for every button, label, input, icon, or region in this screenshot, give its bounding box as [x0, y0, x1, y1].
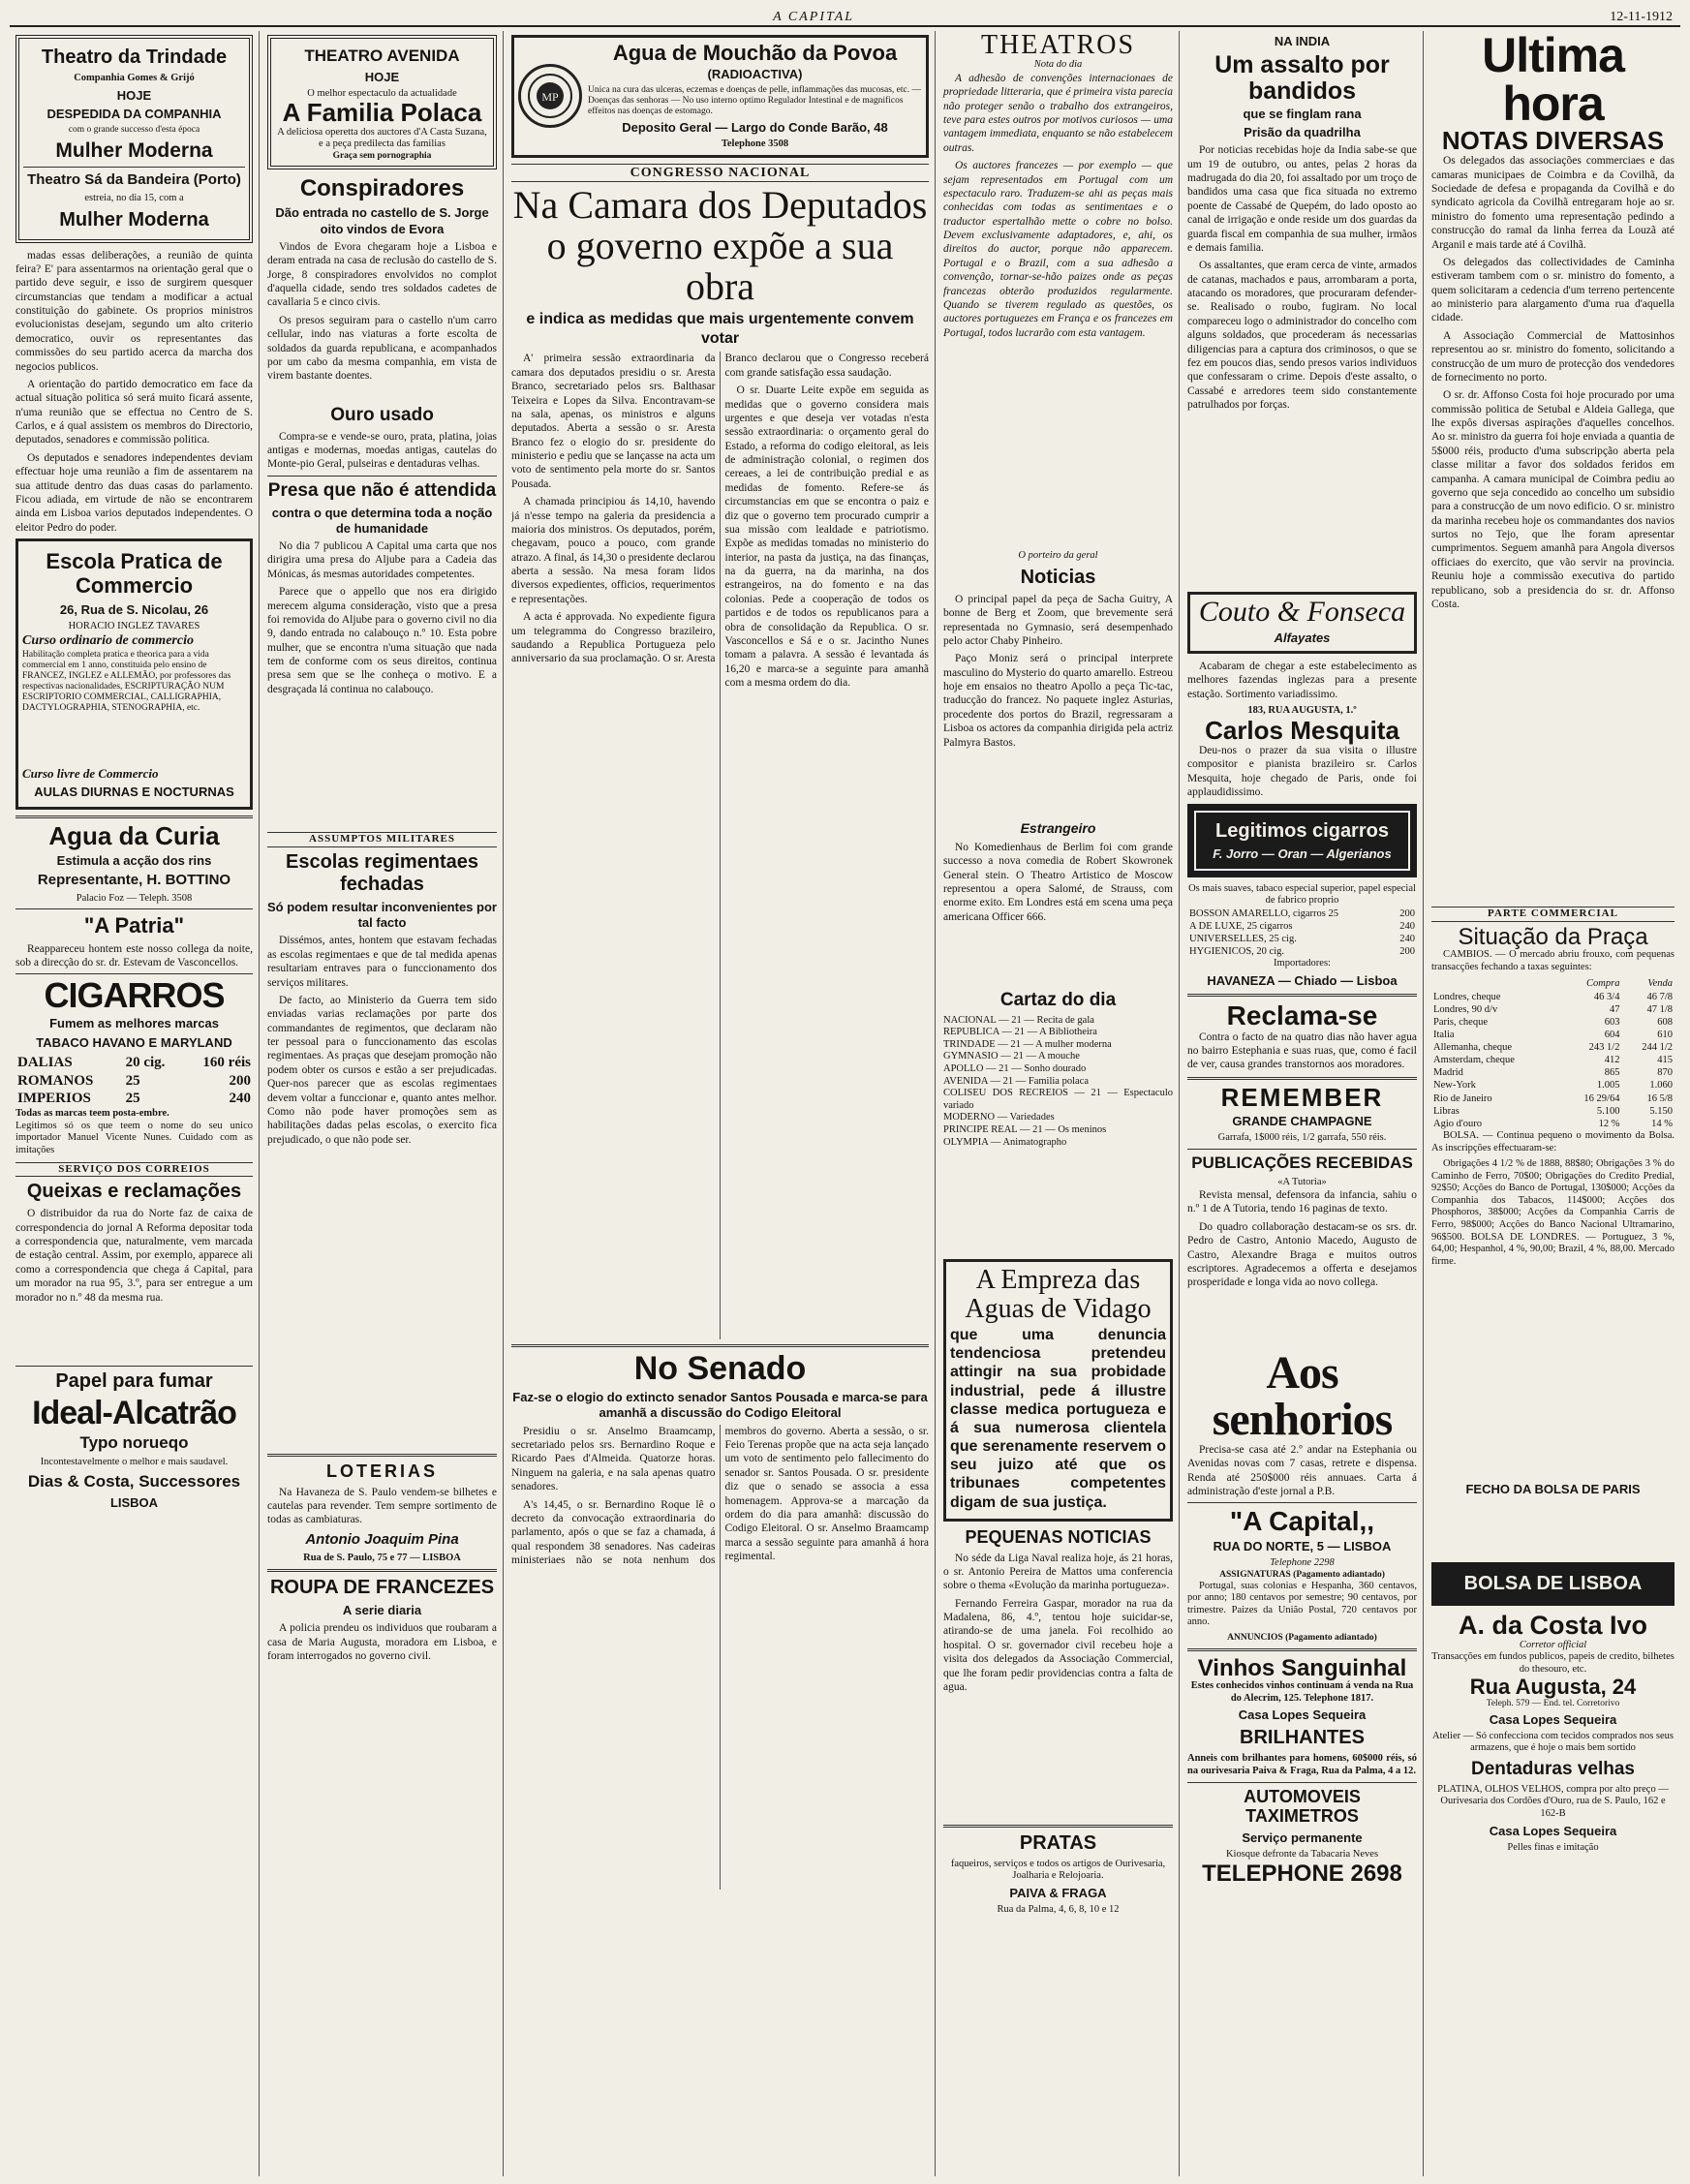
- bolsa-lisboa-sub: Corretor official: [1519, 1639, 1587, 1650]
- senado-text: Presidiu o sr. Anselmo Braamcamp, secretariado pelos srs. Bernardino Roque e Ricardo Paes d'Almeida. Quatorze horas. Ninguem na galeria, e na sala apenas quatro senadores.: [511, 1425, 716, 1493]
- patria-title: "A Patria": [83, 913, 185, 938]
- trindade-ad: [15, 35, 253, 243]
- couto-ad: [1187, 592, 1417, 654]
- pequenas-title: PEQUENAS NOTICIAS: [965, 1526, 1152, 1547]
- cartaz-item: AVENIDA — 21 — Familia polaca: [943, 1075, 1089, 1087]
- mouchao-text: Unica na cura das ulceras, eczemas e doenças de pelle, inflammações das mucosas, etc. — Doenças das senhoras — No uso interno optimo Regulador Intestinal e de magnificos effeitos nas doenças de estomago.: [588, 85, 921, 117]
- india-sub2: Prisão da quadrilha: [1244, 125, 1361, 139]
- mouchao-row: [518, 42, 922, 151]
- vidago-ad: [943, 1259, 1173, 1522]
- remember-sub: GRANDE CHAMPAGNE: [1232, 1114, 1372, 1129]
- cambio-row: Rio de Janeiro 16 29/64 16 5/8: [1433, 1092, 1673, 1104]
- mouchao-body: [588, 42, 922, 151]
- loterias-text: Na Havaneza de S. Paulo vendem-se bilhetes e cautelas para revender. Tem sempre sortimento de todas as cambiaturas.: [267, 1486, 497, 1526]
- svg-text:MP: MP: [541, 90, 559, 105]
- trindade-play: Mulher Moderna: [55, 139, 213, 163]
- column-2: [261, 31, 504, 2176]
- cartaz-item: REPUBLICA — 21 — A Bibliotheira: [943, 1027, 1097, 1038]
- lopes-title-1: Casa Lopes Sequeira: [1489, 1711, 1617, 1727]
- column-4: [937, 31, 1180, 2176]
- capital-text: Portugal, suas colonias e Hespanha, 360 centavos, por anno; 180 centavos por semestre; 90 centavos, por trimestre. Paizes da União Postal, 720 centavos por anno.: [1187, 1580, 1417, 1628]
- ouro-title: Ouro usado: [330, 404, 434, 425]
- avenida-desc: A deliciosa operetta dos auctores d'A Casta Suzana, e a peça predilecta das familias: [277, 126, 487, 150]
- trindade-com: com o grande successo d'esta época: [68, 125, 200, 136]
- curia-rep: Representante, H. BOTTINO: [37, 871, 231, 888]
- vidago-text: que uma denuncia tendenciosa pretendeu attingir na sua probidade industrial, pede á illustre classe medica portugueza e á sua numerosa clientela que serenamente reservem o seu juizo até que os tribunaes competentes digam de sua justiça.: [950, 1326, 1166, 1511]
- cambio-header: Compra Venda: [1586, 978, 1673, 990]
- dentaduras-text: PLATINA, OLHOS VELHOS, compra por alto preço — Ourivesaria dos Cordões d'Ouro, rua de S. Paulo, 162 e 162-B: [1437, 1783, 1669, 1819]
- couto-title: Couto & Fonseca: [1198, 596, 1406, 629]
- cartaz-item: COLISEU DOS RECREIOS — 21 — Espectaculo variado: [943, 1088, 1173, 1111]
- congresso-title: CONGRESSO NACIONAL: [511, 164, 929, 183]
- headline-governo: o governo expõe a sua obra: [546, 224, 894, 309]
- bandeira-title: Theatro Sá da Bandeira (Porto): [27, 171, 241, 189]
- legitimos-table: [1187, 907, 1417, 959]
- escola-curso1: Curso ordinario de commercio: [22, 633, 194, 649]
- cartaz-item: GYMNASIO — 21 — A mouche: [943, 1051, 1080, 1062]
- escola-curso2: Curso livre de Commercio: [22, 765, 159, 781]
- militares-title: ASSUMPTOS MILITARES: [267, 832, 497, 847]
- ultima-hora-title: Ultima hora: [1482, 31, 1624, 131]
- papel-sub2: Incontestavelmente o melhor e mais saudavel.: [40, 1456, 229, 1467]
- bolsa-lisboa-phone: Teleph. 579 — End. tel. Corretorivo: [1486, 1698, 1620, 1708]
- mouchao-phone: Telephone 3508: [721, 138, 789, 150]
- column-5: [1182, 31, 1424, 2176]
- seal-icon: [526, 72, 574, 120]
- correios-title: SERVIÇO DOS CORREIOS: [15, 1162, 253, 1178]
- avenida-play: A Familia Polaca: [282, 98, 482, 128]
- cambio-row: Amsterdam, cheque 412 415: [1433, 1055, 1673, 1066]
- situacao-title: Situação da Praça: [1458, 924, 1648, 951]
- camara-text-a: A' primeira sessão extraordinaria da camara dos deputados presidiu o sr. Aresta Branco, secretariado pelos srs. Balthasar Teixeira e Lopes da Silva. Encontravam-se na sala, apenas, os ministros e alguns deputados. Aberta a sessão o sr. Aresta Branco fez o elogio do sr. presidente do ministerio e pediu que se lançasse na acta um voto de sentimento pela morte do sr. Santos Pousada.: [511, 353, 716, 490]
- patria-text: Reappareceu hontem este nosso collega da noite, sob a direcção do sr. dr. Estevam de Vasconcellos.: [15, 942, 253, 969]
- camara-text-c: A acta é approvada. No expediente figura um telegramma do Congresso brazileiro, saudando a Republica Portugueza pelo anniversario da sua proclamação. O sr. Aresta Branco declarou que o Congresso receberá com grande satisfação essa saudação.: [511, 353, 929, 665]
- vinhos-title: Vinhos Sanguinhal: [1197, 1654, 1407, 1681]
- automoveis-phone: TELEPHONE 2698: [1202, 1860, 1402, 1887]
- column-6: [1426, 31, 1680, 2176]
- column-3: [506, 31, 936, 2176]
- trindade-title: Theatro da Trindade: [41, 46, 228, 68]
- vinhos-text: Estes conhecidos vinhos continuam á venda na Rua do Alecrim, 125. Telephone 1817.: [1190, 1679, 1414, 1704]
- escolas-sub: Só podem resultar inconvenientes por tal facto: [267, 899, 497, 931]
- noticias-text: O principal papel da peça de Sacha Guitry, A bonne de Berg et Zoom, que brevemente será representada no Gymnasio, será desempenhado pelo actor Chaby Pinheiro.: [943, 593, 1173, 647]
- cambio-row: New-York 1.005 1.060: [1433, 1080, 1673, 1092]
- parte-commercial-title: PARTE COMMERCIAL: [1431, 907, 1675, 922]
- header-date: 12-11-1912: [1610, 10, 1673, 24]
- india-filler: Os assaltantes, que eram cerca de vinte, armados de catanas, machados e paus, arrombaram a porta, atacando os moradores, que procuraram defender-se. Realisado o roubo, fugiram. No local compareceu logo o administrador do concelho com alguns soldados, que procederam ás necessarias diligencias para a captura dos criminosos, o que se fez em poucos dias, sendo presos varios individuos que confessaram o crime. Depois d'este assalto, o Cassabé e arredores teem sido constantemente patrulhados por forças.: [1187, 260, 1417, 411]
- cartaz-item: PRINCIPE REAL — 21 — Os meninos: [943, 1124, 1107, 1136]
- escola-ad: [15, 538, 253, 810]
- mouchao-ad: [511, 35, 929, 158]
- cartaz-item: MODERNO — Variedades: [943, 1112, 1055, 1123]
- bandeira-line: estreia, no dia 15, com a: [84, 192, 184, 203]
- bolsa-lisboa-header: [1431, 1562, 1675, 1606]
- papel-city: LISBOA: [109, 1494, 159, 1510]
- publicacoes-title: PUBLICAÇÕES RECEBIDAS: [1191, 1153, 1413, 1172]
- cigarros-store: TABACO HAVANO E MARYLAND: [36, 1034, 232, 1050]
- legitimos-title: Legitimos cigarros: [1215, 819, 1389, 842]
- presa-filler: Parece que o appello que nos era dirigido merecem alguma consideração, visto que a presa foi removida do Aljube para o governo civil no dia 9, dando entrada no calabouço n.º 10. Esta pobre mulher, que se encontra n'uma situação que nada tem de conforme com os seus direitos, continua presa sem que se lhe conheça o motivo. E a desgraçada lá continua no calabouço.: [267, 586, 497, 695]
- curia-title: Agua da Curia: [48, 821, 220, 851]
- mesquita-text: Deu-nos o prazer da sua visita o illustre compositor e pianista brazileiro sr. Carlos Mesquita, hoje chegado de Paris, onde foi applaudidissimo.: [1187, 745, 1417, 799]
- legitimos-frame: [1194, 811, 1410, 871]
- bolsa-filler: Obrigações 4 1/2 % de 1888, 88$80; Obrigações 3 % do Caminho de Ferro, 70$00; Obrigações do Credito Predial, 92$50; Acções do Banco de Portugal, 130$000; Acções da Companhia dos Tabacos, 114$000; Acções dos Phosphoros, 38$000; Acções da Companhia Carris de Ferro, 98$000; Acções do Banco Nacional Ultramarino, 96$500. BOLSA DE LONDRES. — Portuguez, 3 %, 64,00; Hespanhol, 4 %, 90,00; Brazil, 4 %, 88,00. Mercado firme.: [1431, 1158, 1675, 1267]
- cigarros-table: [15, 1054, 253, 1108]
- avenida-line: O melhor espectaculo da actualidade: [307, 87, 457, 99]
- remember-title: REMEMBER: [1220, 1082, 1384, 1112]
- loterias-title: LOTERIAS: [325, 1461, 438, 1481]
- trindade-company: Companhia Gomes & Grijó: [74, 73, 195, 83]
- legitimos-row: HYGIENICOS, 20 cig. 200: [1189, 946, 1415, 958]
- dentaduras-title: Dentaduras velhas: [1471, 1758, 1635, 1779]
- senhorios-text: Precisa-se casa até 2.º andar na Estephania ou Avenidas novas com 7 casas, retrete e dispensa. Renda até 250$000 réis annuaes. Carta á administração d'este jornal a P.B.: [1187, 1443, 1417, 1497]
- col1-text-3: Os deputados e senadores independentes deviam effectuar hoje uma reunião a fim de assentarem na sua attitude dentro das duas casas do parlamento. Ficou adiada, em virtude de não se encontrarem ainda em Lisboa varios deputados independentes. O eleitor Pedro do poder.: [15, 451, 253, 534]
- roupa-sub: A serie diaria: [342, 1603, 422, 1618]
- pratas-addr: PAIVA & FRAGA: [1009, 1885, 1107, 1900]
- estrangeiro-title: Estrangeiro: [1020, 820, 1096, 837]
- publicacoes-text: Revista mensal, defensora da infancia, sahiu o n.º 1 de A Tutoria, tendo 16 paginas de texto.: [1187, 1189, 1417, 1215]
- pratas-text: faqueiros, serviços e todos os artigos de Ourivesaria, Joalharia e Relojoaria.: [950, 1858, 1166, 1882]
- curia-addr: Palacio Foz — Teleph. 3508: [76, 892, 193, 904]
- escola-aulas: AULAS DIURNAS E NOCTURNAS: [34, 784, 234, 800]
- escolas-title: Escolas regimentaes fechadas: [286, 850, 478, 895]
- senado-filler: A's 14,45, o sr. Bernardino Roque lê o decreto da convocação extraordinaria do parlamento, após o que se faz a chamada, á qual respondem 38 senadores. Nas cadeiras ministeriaes não se nota nenhum dos membros do governo. Aberta a sessão, o sr. Feio Terenas propõe que na acta seja lançado um voto de sentimento pelo fallecimento do senador sr. Santos Pousada. O sr. presidente diz que o senado se associa a essa homenagem. Approva-se a marcação da ordem do dia para amanhã: discussão do Codigo Eleitoral. O sr. Anselmo Braamcamp marca a sessão seguinte para amanhã á hora regimental.: [511, 1425, 929, 1567]
- cigarros-title: CIGARROS: [44, 975, 225, 1016]
- india-sub: que se finglam rana: [1243, 106, 1362, 121]
- legitimos-row: BOSSON AMARELLO, cigarros 25 200: [1189, 907, 1415, 919]
- mouchao-sub: (RADIOACTIVA): [707, 67, 803, 82]
- publicacoes-filler: Do quadro collaboração destacam-se os srs. dr. Pedro de Castro, Antonio Macedo, Augusto de Castro, Alexandre Braga e muitos outros escriptores. Agradecemos a offerta e desejamos prosperidade e longa vida ao novo collega.: [1187, 1220, 1417, 1289]
- mineral-water-seal-icon: [518, 64, 582, 128]
- reclama-title: Reclama-se: [1226, 1000, 1378, 1031]
- senhorios-title: Aos senhorios: [1212, 1346, 1393, 1445]
- india-head: Um assalto por bandidos: [1214, 51, 1390, 105]
- porteiro-signature: O porteiro da geral: [1018, 550, 1098, 562]
- lopes-title-2: Casa Lopes Sequeira: [1489, 1823, 1617, 1838]
- reclama-text: Contra o facto de na quatro dias não haver agua no bairro Estephania e suas ruas, que, como é facil de ver, causa grandes transtornos aos moradores.: [1187, 1030, 1417, 1071]
- capital-ass: ASSIGNATURAS (Pagamento adiantado): [1219, 1569, 1385, 1580]
- loterias-sell: Antonio Joaquim Pina: [305, 1530, 459, 1548]
- cigarros-row: DALIAS 20 cig. 160 réis: [17, 1054, 251, 1070]
- headline-medidas: e indica as medidas que mais urgentemente convem votar: [526, 311, 914, 348]
- header-paper-name: A CAPITAL: [773, 10, 855, 24]
- estrangeiro-filler: No Komedienhaus de Berlim foi com grande successo a nova comedia de Robert Skowronek General stein. O Theatro Artistico de Moscow representou a opera Salomé, de Strauss, com enorme exito. Em Londres está em scena uma peça americana Officer 666.: [943, 841, 1173, 923]
- capital-addr: RUA DO NORTE, 5 — LISBOA: [1213, 1538, 1392, 1553]
- cartaz-item: OLYMPIA — Animatographo: [943, 1136, 1067, 1148]
- roupa-title: ROUPA DE FRANCEZES: [269, 1577, 495, 1599]
- senado-title: No Senado: [633, 1350, 807, 1388]
- theatros-sub: Nota do dia: [1033, 59, 1083, 71]
- notas-text-1: Os delegados das associações commerciaes e das camaras municipaes de Coimbra e da Covilhã, da Sociedade de defesa e propaganda da Covilhã e do syndicato agricola da Covilhã entregaram hoje ao sr. ministro do fomento uma representação pedindo a construcção do ramal da linha ferrea da Louzã até Arganil e mais tarde até á Covilhã.: [1431, 155, 1675, 251]
- cambio-row: Italia 604 610: [1433, 1029, 1673, 1040]
- escola-director: HORACIO INGLEZ TAVARES: [68, 620, 200, 631]
- col1-text-1: madas essas deliberações, a reunião de quinta feira? E' para assentarmos na orientação geral que o partido deve seguir, e isso de surgirem quesquer circumstancias que tendam a modificar a actual constituição do gabinete. Os proprios ministros evolucionistas desejam, segundo um alto criterio democratico, ouvir os representantes das commissões do seu partido acerca da marcha dos negocios publicos.: [15, 249, 253, 373]
- bandeira-play: Mulher Moderna: [59, 208, 209, 231]
- ouro-text: Compra-se e vende-se ouro, prata, platina, joias antigas e modernas, moedas antigas, cautelas do Monte-pio Geral, pulseiras e dentaduras velhas.: [267, 430, 497, 471]
- presa-text: No dia 7 publicou A Capital uma carta que nos dirigira uma presa do Aljube para a Cadeia das Mónicas, ás mesmas autoridades competentes.: [267, 540, 497, 580]
- camara-filler: O sr. Duarte Leite expõe em seguida as medidas que o governo considera mais urgentes e que deseja ver votadas n'esta sessão extraordinaria: o orçamento geral do Estado, a reforma do codigo eleitoral, as leis de administração colonial, o regimen dos cereaes, a lei de contribuição predial e as medidas de fomento. Refere-se ás circumstancias em que se encontra o paiz e diz que o governo tem procurado cumprir a sua missão com lealdade e patriotismo. Expõe as medidas tomadas no ministerio do interior, na pasta da justiça, na das finanças, na da guerra, na da marinha, na dos estrangeiros, na do fomento e na das colonias. Pede a cooperação de todos os partidos e de todos os republicanos para a obra de consolidação da Republica. O sr. Vasconcellos e Sá e o sr. Jacintho Nunes tomam a palavra. A sessão é levantada ás 16,20 e marca-se a seguinte para amanhã com a mesma ordem do dia.: [724, 385, 929, 690]
- mouchao-title: Agua de Mouchão da Povoa: [612, 41, 898, 65]
- pequenas-text: No séde da Liga Naval realiza hoje, ás 21 horas, o sr. Antonio Pereira de Mattos uma conferencia sobre o thema «Evolução da marinha portugueza».: [943, 1552, 1173, 1592]
- cambios-text: CAMBIOS. — O mercado abriu frouxo, com pequenas transacções fechando a taxas seguintes:: [1431, 949, 1675, 972]
- fecho-title: FECHO DA BOLSA DE PARIS: [1465, 1482, 1641, 1497]
- india-text: Por noticias recebidas hoje da India sabe-se que um 19 de outubro, ou antes, pelas 2 horas da madrugada do dia 20, foi assaltado por um troço de bandidos uma casa que fica situada no extremo poente de Cassabé de Quepém, do lado oposto ao canal de irrigação e onde reside um dos guardas da guarda fiscal em companhia de sua mulher, irmãos e demais familia.: [1187, 144, 1417, 254]
- couto-sub: Alfayates: [1274, 630, 1331, 645]
- capital-ann: ANNUNCIOS (Pagamento adiantado): [1227, 1632, 1377, 1643]
- publicacoes-sub: «A Tutoria»: [1277, 1176, 1327, 1187]
- brilhantes-text: Anneis com brilhantes para homens, 60$000 réis, só na ourivesaria Paiva & Fraga, Rua da Palma, 4 a 12.: [1187, 1753, 1417, 1777]
- papel-sell: Dias & Costa, Successores: [27, 1472, 241, 1492]
- notas-text-3: A Associação Commercial de Mattosinhos representou ao sr. ministro do fomento, solicitando a construcção de um muro de protecção dos vendedores de fornecimento no porto.: [1431, 329, 1675, 384]
- papel-title: Papel para fumar: [55, 1370, 213, 1393]
- escola-addr: 26, Rua de S. Nicolau, 26: [59, 601, 209, 617]
- legitimos-row: UNIVERSELLES, 25 cig. 240: [1189, 934, 1415, 945]
- curia-sub: Estimula a acção dos rins: [56, 852, 212, 868]
- consp-filler: Os presos seguiram para o castello n'um carro cellular, indo nas viaturas a forte escolta de soldados da guarda republicana, e acompanhados por um cabo da mesma companhia, em vista de virem bastante doentes.: [267, 314, 497, 383]
- atelier-text: Atelier — Só confecciona com tecidos comprados nos seus armazens, que é hoje o mais bem sortido: [1431, 1730, 1675, 1754]
- cartaz-item: APOLLO — 21 — Sonho dourado: [943, 1063, 1087, 1075]
- mouchao-deposit: Deposito Geral — Largo do Conde Barão, 48: [622, 120, 888, 136]
- cartaz-spacer: [943, 1149, 1173, 1255]
- cambio-row: Allemanha, cheque 243 1/2 244 1/2: [1433, 1042, 1673, 1054]
- notas-text-2: Os delegados das collectividades de Caminha estiveram tambem com o sr. ministro do fomento, a quem solicitaram a cedencia d'um terreno pertencente ao ministerio para alargamento d'uma rua d'aquella cidade.: [1431, 256, 1675, 324]
- cigarros-row: ROMANOS 25 200: [17, 1072, 251, 1089]
- bolsa-lisboa-title: BOLSA DE LISBOA: [1463, 1573, 1643, 1595]
- noticias-filler: Paço Moniz será o principal interprete masculino do Mysterio do quarto amarello. Estreou hoje em ensaios no theatro Apollo a peça Tic-tac, traducção do francez. No paquete inglez Asturias, procedente dos portos do Brazil, regressaram a Lisboa os actores da companhia dirigida pela actriz Palmyra Bastos.: [943, 653, 1173, 749]
- cambio-row: Libras 5.100 5.150: [1433, 1105, 1673, 1117]
- cigarros-legit: Legitimos só os que teem o nome do seu unico importador Manuel Vicente Nunes. Cuidado com as imitações: [15, 1120, 253, 1155]
- notas-filler: O sr. dr. Affonso Costa foi hoje procurado por uma commissão politica de Setubal e Aldeia Gallega, que lhe expôs diversas aspirações d'aquelles concelhos. Ao sr. ministro da guerra foi hoje enviada a quantia de 5$000 réis, producto d'uma subscripção aberta pela classe militar a favor dos soldados feridos em campanha. A camara municipal de Coimbra pediu ao governo que seja concedido ao concelho um subsidio para a construcção de um novo edificio. O sr. ministro da marinha recebeu hoje os commandantes dos navios surtos no Tejo, que lhe foram apresentar cumprimentos. Seguem amanhã para Angola diversos officiaes do exercito, que vão servir na provincia. Reuniu hoje a commissão executiva do partido republicano, sob a presidencia do sr. dr. Affonso Costa.: [1431, 389, 1675, 610]
- avenida-ad: [267, 35, 497, 169]
- theatros-title: THEATROS: [980, 31, 1136, 60]
- cigarros-note: Todas as marcas teem posta-embre.: [15, 1108, 169, 1120]
- fecho-spacer: [1431, 1500, 1675, 1558]
- escola-body: Habilitação completa pratica e theorica para a vida commercial em 1 anno, constituida pelo ensino de FRANCEZ, INGLEZ e ALLEMÃO, por professores das respectivas nacionalidades, ESCRIPTURAÇÃO NUM ESCRIPTORIO COMMERCIAL, CALLIGRAPHIA, DACTYLOGRAPHIA, STENOGRAPHIA, etc.: [22, 649, 231, 713]
- avenida-title: THEATRO AVENIDA: [304, 46, 460, 65]
- escolas-text: Dissémos, antes, hontem que estavam fechadas as escolas regimentaes e que de tal medida apenas resultariam entraves para o funccionamento dos serviços militares.: [267, 935, 497, 989]
- legitimos-brands: F. Jorro — Oran — Algerianos: [1213, 846, 1392, 861]
- bolsa-lisboa-addr: Rua Augusta, 24: [1469, 1675, 1637, 1700]
- escola-title: Escola Pratica de Commercio: [46, 549, 223, 599]
- consp-sub: Dão entrada no castello de S. Jorge oito vindos de Evora: [275, 205, 489, 236]
- pratas-title: PRATAS: [1019, 1831, 1097, 1854]
- papel-sub: Typo norueqo: [79, 1433, 189, 1453]
- notas-title: NOTAS DIVERSAS: [1441, 126, 1665, 155]
- senado-sub: Faz-se o elogio do extincto senador Santos Pousada e marca-se para amanhã a discussão do Codigo Eleitoral: [512, 1390, 928, 1421]
- cambio-row: Londres, 90 d/v 47 47 1/8: [1433, 1003, 1673, 1015]
- lopes-sub: Pelles finas e imitação: [1507, 1841, 1599, 1853]
- couto-addr: 183, RUA AUGUSTA, 1.º: [1247, 705, 1357, 717]
- vidago-title: A Empreza das Aguas de Vidago: [965, 1265, 1152, 1324]
- cigarros-sub: Fumem as melhores marcas: [49, 1016, 219, 1031]
- remember-price: Garrafa, 1$000 réis, 1/2 garrafa, 550 réis.: [1217, 1132, 1387, 1144]
- cigarros-row: IMPERIOS 25 240: [17, 1091, 251, 1107]
- roupa-text: A policia prendeu os individuos que roubaram a casa de Maria Augusta, moradora em Lisboa, e foram interrogados no governo civil.: [267, 1622, 497, 1663]
- camara-article: [511, 352, 929, 1339]
- presa-title: Presa que não é attendida: [267, 479, 497, 501]
- mesquita-title: Carlos Mesquita: [1205, 715, 1399, 745]
- legitimos-ad: [1187, 804, 1417, 877]
- brilhantes-title: BRILHANTES: [1240, 1727, 1365, 1749]
- column-1: [10, 31, 260, 2176]
- cambio-row: Londres, cheque 46 3/4 46 7/8: [1433, 991, 1673, 1002]
- cartaz-title: Cartaz do dia: [999, 989, 1117, 1010]
- legitimos-imp: Importadores:: [1274, 958, 1331, 969]
- correios-head: Queixas e reclamações: [26, 1181, 242, 1203]
- trindade-hoje: HOJE: [116, 87, 152, 103]
- papel-brand: Ideal-Alcatrão: [32, 1395, 236, 1432]
- automoveis-title: AUTOMOVEIS TAXIMETROS: [1244, 1786, 1361, 1827]
- theatros-filler: Os auctores francezes — por exemplo — que sejam representados em Portugal com um espectaculo raro. Traduzem-se ahi as peças mais conhecidas com todas as sentimentaes e o traductor espertalhão mette o cobre no bolso. Devem exclusivamente adaptadores, e, ahi, os direitos do auctor, porque não apparecem. Portugal e o Brazil, com a sua adhesão a convenção, tornar-se-hão paizes onde as peças francezas obterão produzidos regularmente. Quando se tiverem regulado as questões, os auctores portuguezes em França e os francezes em Portugal, todos lucrarão com esta vantagem.: [943, 160, 1173, 339]
- col1-text-2: A orientação do partido democratico em face da actual situação politica só será muito ficará assente, n'uma reunião que se effectua no Centro de S. Carlos, e á qual assistem os membros do Directorio, deputados, senadores e commissão politica.: [15, 378, 253, 446]
- bolsa-lisboa-name: A. da Costa Ivo: [1458, 1611, 1648, 1641]
- cartaz-item: NACIONAL — 21 — Recita de gala: [943, 1014, 1094, 1026]
- consp-text: Vindos de Evora chegaram hoje a Lisboa e deram entrada na casa de reclusão do castello de S. Jorge, 8 conspiradores envolvidos no complot d'aquella cidade, sendo tres soldados cadetes de cavallaria 5 e cinco civis.: [267, 240, 497, 309]
- cambio-table: [1431, 977, 1675, 1130]
- senado-article: [511, 1425, 929, 1890]
- legitimos-store: HAVANEZA — Chiado — Lisboa: [1207, 973, 1398, 989]
- correios-text: O distribuidor da rua do Norte faz de caixa de correspondencia do jornal A Reforma depositar toda a correspondencia que, naturalmente, vem marcada de estação central. Assim, por exemplo, apparece ali como a correspondencia que chega á Capital, para um morador na rua 95, 3.º, para ser entregue a um morador no n.º 48 da mesma rua.: [15, 1208, 253, 1304]
- capital-phone: Telephone 2298: [1270, 1556, 1335, 1568]
- cambio-row: Agio d'ouro 12 % 14 %: [1433, 1118, 1673, 1129]
- vinhos-sub: Casa Lopes Sequeira: [1238, 1707, 1367, 1723]
- cartaz-item: TRINDADE — 21 — A mulher moderna: [943, 1038, 1112, 1050]
- bolsa-text: BOLSA. — Continua pequeno o movimento da Bolsa. As inscripções effectuaram-se:: [1431, 1129, 1675, 1154]
- automoveis-sub: Serviço permanente: [1242, 1830, 1363, 1845]
- avenida-note: Graça sem pornographia: [332, 150, 432, 161]
- noticias-title: Noticias: [1020, 566, 1096, 588]
- avenida-hoje: HOJE: [364, 69, 400, 84]
- pratas-addr2: Rua da Palma, 4, 6, 8, 10 e 12: [997, 1904, 1120, 1916]
- automoveis-text: Kiosque defronte da Tabacaria Neves: [1225, 1849, 1379, 1861]
- escolas-filler: De facto, ao Ministerio da Guerra tem sido enviadas varias reclamações por parte dos commandantes de regimentos, que declaram não ter pessoal para o funccionamento das escolas regimentaes. As praças que desejam promoção não podem obter os cursos e estão a ser prejudicadas. Quer-nos parecer que as escolas regimentaes devem voltar a funccionar e, quanto antes melhor. Como não pode haver promoções sem as habilitações dadas pelas escolas, o exercito fica prejudicado, o que não pode ser.: [267, 994, 497, 1146]
- theatros-text: A adhesão de convenções internacionaes de propriedade litteraria, que é primeira vista parecia não proteger senão o trabalho dos extrangeiros, teve para estes outros por motivos curiosos — uma vantagem immediata, enquanto se não estabelecem outras.: [943, 72, 1173, 154]
- india-title: NA INDIA: [1274, 34, 1331, 48]
- pequenas-filler: Fernando Ferreira Gaspar, morador na rua da Madalena, 86, 4.º, tentou hoje suicidar-se, atirando-se de uma janela. Foi recolhido ao hospital. O sr. governador civil recebeu hoje a visita dos delegados da Associação Commercial, que lhe foram pedir providencias contra a falta de agua.: [943, 1597, 1173, 1693]
- presa-sub: contra o que determina toda a noção de humanidade: [271, 505, 493, 536]
- masthead-strip: [10, 4, 1680, 27]
- consp-title: Conspiradores: [299, 174, 465, 201]
- bolsa-lisboa-text: Transacções em fundos publicos, papeis de credito, bilhetes do thesouro, etc.: [1431, 1651, 1675, 1675]
- capital-title: "A Capital,,: [1229, 1506, 1375, 1537]
- cambio-row: Madrid 865 870: [1433, 1067, 1673, 1079]
- cartaz-list: [943, 1015, 1173, 1150]
- headline-camara: Na Camara dos Deputados: [512, 183, 928, 228]
- camara-text-b: A chamada principiou ás 14,10, havendo já n'esse tempo na galeria da presidencia a maioria dos ministros. Os deputados, porém, chegavam, pouco a pouco, com grande atrazo. A final, ás 14,30 o presidente declarou aberta a sessão. Na mesa foram lidos diversos expedientes, officios, requerimentos e representações.: [511, 496, 716, 605]
- trindade-despedida: DESPEDIDA DA COMPANHIA: [46, 106, 222, 121]
- loterias-addr: Rua de S. Paulo, 75 e 77 — LISBOA: [303, 1552, 461, 1563]
- legitimos-text: Os mais suaves, tabaco especial superior, papel especial de fabrico proprio: [1188, 882, 1416, 907]
- cambio-row: Paris, cheque 603 608: [1433, 1016, 1673, 1028]
- legitimos-row: A DE LUXE, 25 cigarros 240: [1189, 921, 1415, 933]
- couto-text: Acabaram de chegar a este estabelecimento as melhores fazendas inglezas para a presente estação. Sortimento variadissimo.: [1187, 661, 1417, 700]
